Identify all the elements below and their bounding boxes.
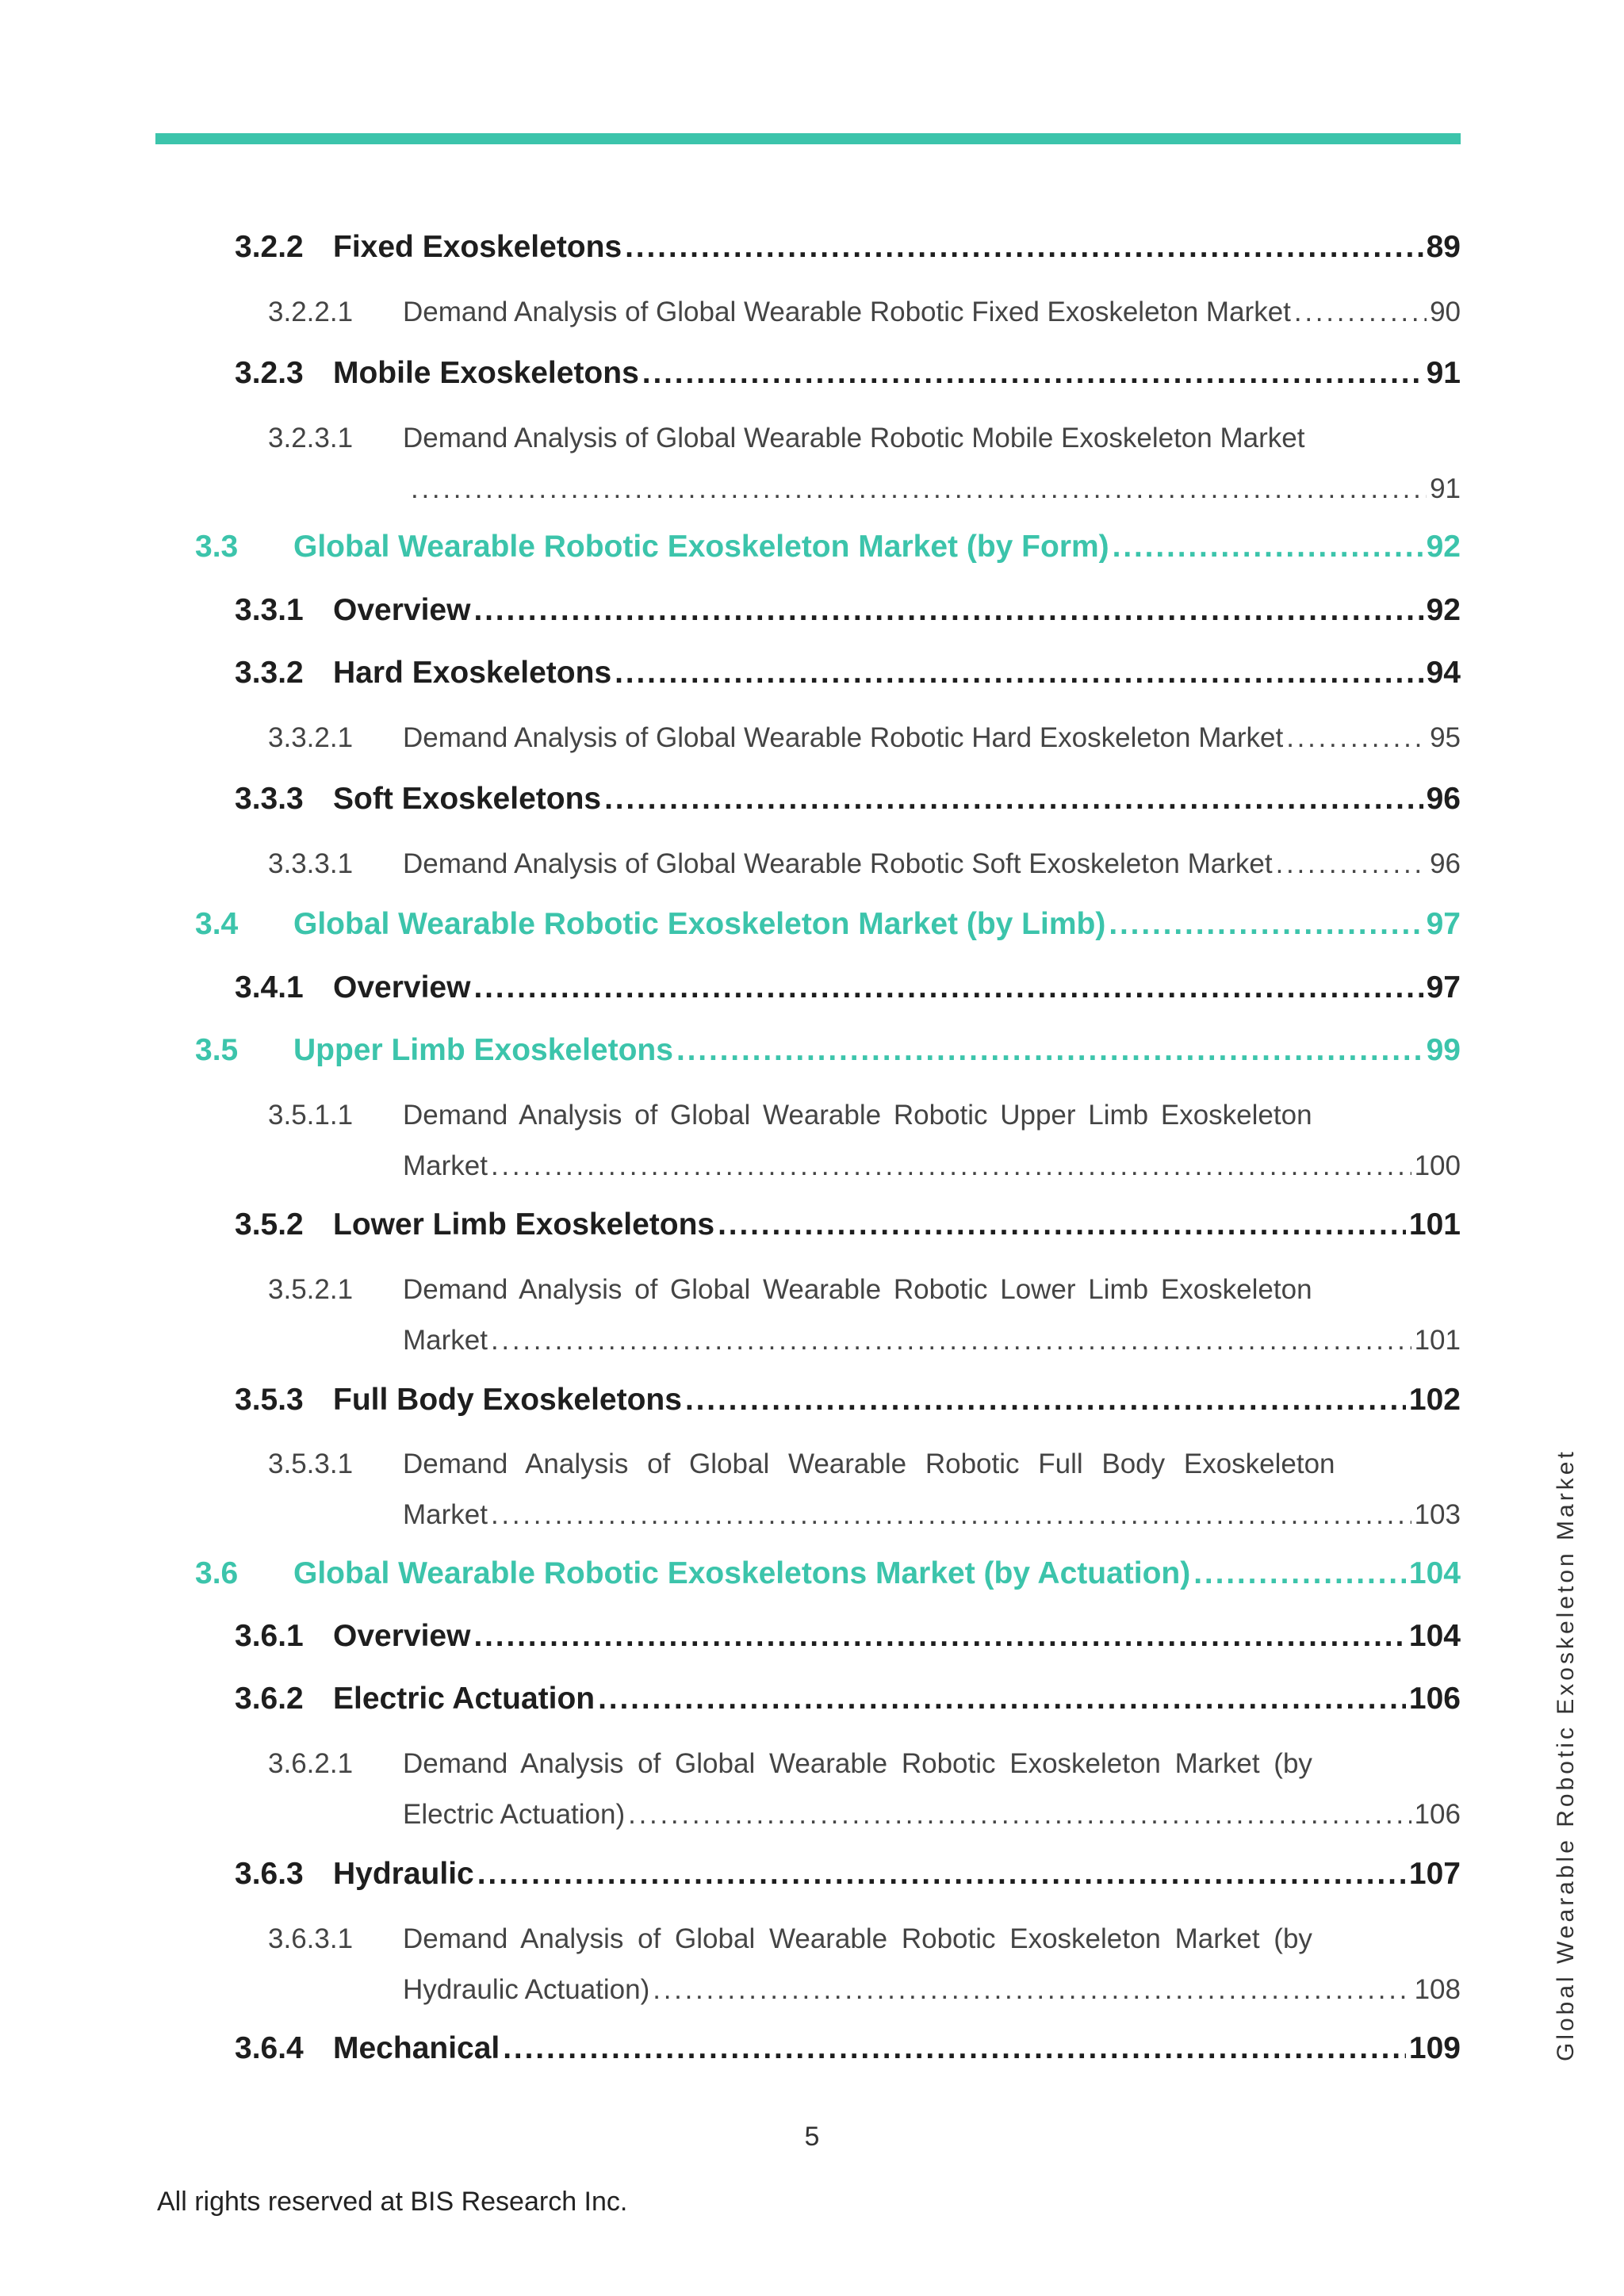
- toc-number: 3.3: [195, 530, 239, 564]
- toc-number: 3.6.2: [235, 1682, 304, 1716]
- toc-title: Global Wearable Robotic Exoskeletons Market (by Actuation): [293, 1556, 1191, 1590]
- toc-entry[interactable]: [235, 356, 1461, 391]
- toc-number: 3.6.2.1: [268, 1748, 354, 1779]
- toc-title: Electric Actuation: [333, 1682, 596, 1716]
- toc-entry[interactable]: [235, 230, 1461, 265]
- toc-number: 3.3.3.1: [268, 848, 354, 879]
- toc-number: 3.3.2: [235, 656, 304, 690]
- toc-number: 3.6: [195, 1556, 239, 1590]
- toc-title: Demand Analysis of Global Wearable Robotic Fixed Exoskeleton Market: [403, 297, 1291, 327]
- toc-entry[interactable]: [268, 1923, 1461, 2006]
- toc-leader-dots: [676, 1033, 1423, 1068]
- toc-leader-dots: [503, 2031, 1406, 2066]
- toc-leader-dots: [615, 656, 1423, 691]
- toc-title: Mechanical: [333, 2031, 500, 2065]
- toc-number: 3.2.2: [235, 230, 304, 264]
- toc-entry[interactable]: [268, 297, 1461, 328]
- toc-leader-dots: [411, 473, 1427, 505]
- toc-title: Lower Limb Exoskeletons: [333, 1207, 715, 1242]
- toc-entry[interactable]: [235, 970, 1461, 1005]
- toc-number: 3.2.2.1: [268, 297, 354, 327]
- toc-title-line2: Market: [403, 1150, 488, 1181]
- toc-page: 104: [1408, 1619, 1461, 1653]
- toc-entry[interactable]: [235, 1857, 1461, 1892]
- toc-leader-dots: [1286, 722, 1427, 754]
- toc-entry[interactable]: [235, 593, 1461, 628]
- toc-number: 3.5.2: [235, 1207, 304, 1242]
- toc-title: Overview: [333, 593, 471, 627]
- toc-page: 101: [1408, 1207, 1461, 1242]
- toc-page: 91: [1430, 473, 1461, 504]
- toc-number: 3.2.3.1: [268, 423, 354, 453]
- toc-page: 96: [1426, 782, 1461, 816]
- toc-leader-dots: [491, 1325, 1411, 1357]
- toc-title: Demand Analysis of Global Wearable Robotic Hard Exoskeleton Market: [403, 722, 1284, 753]
- toc-page: 103: [1414, 1499, 1461, 1530]
- toc-number: 3.2.3: [235, 356, 304, 390]
- toc-title: Demand Analysis of Global Wearable Robotic Soft Exoskeleton Market: [403, 848, 1273, 879]
- toc-page: 97: [1426, 907, 1461, 941]
- toc-entry[interactable]: [235, 1682, 1461, 1716]
- toc-page: 108: [1414, 1974, 1461, 2005]
- toc-number: 3.3.2.1: [268, 722, 354, 753]
- toc-title: Upper Limb Exoskeletons: [293, 1033, 673, 1067]
- toc-number: 3.6.3: [235, 1857, 304, 1891]
- toc-page: 95: [1430, 722, 1461, 753]
- toc-title: Fixed Exoskeletons: [333, 230, 622, 264]
- toc-entry[interactable]: [268, 1748, 1461, 1831]
- toc-leader-dots: [1193, 1556, 1406, 1591]
- toc-leader-dots: [604, 782, 1423, 817]
- toc-entry[interactable]: [268, 1448, 1461, 1531]
- toc-entry[interactable]: [235, 782, 1461, 817]
- toc-page: 92: [1426, 593, 1461, 627]
- toc-leader-dots: [628, 1799, 1411, 1831]
- toc-number: 3.5.2.1: [268, 1274, 354, 1305]
- toc-page: 89: [1426, 230, 1461, 264]
- toc-page: 91: [1426, 356, 1461, 390]
- toc-entry[interactable]: [268, 848, 1461, 880]
- toc-entry[interactable]: [195, 1556, 1461, 1591]
- toc-entry[interactable]: [268, 423, 1461, 505]
- toc-title: Overview: [333, 1619, 471, 1653]
- toc-entry[interactable]: [235, 656, 1461, 691]
- toc-leader-dots: [625, 230, 1423, 265]
- copyright-notice: All rights reserved at BIS Research Inc.: [157, 2187, 628, 2217]
- toc-entry[interactable]: [235, 1619, 1461, 1654]
- toc-entry[interactable]: [268, 1100, 1461, 1182]
- toc-entry[interactable]: [235, 2031, 1461, 2066]
- toc-entry[interactable]: [195, 1033, 1461, 1068]
- toc-number: 3.5.3: [235, 1383, 304, 1417]
- toc-leader-dots: [473, 593, 1423, 628]
- toc-number: 3.4.1: [235, 970, 304, 1004]
- toc-entry[interactable]: [235, 1383, 1461, 1418]
- toc-page: 107: [1408, 1857, 1461, 1891]
- toc-number: 3.5: [195, 1033, 239, 1067]
- toc-leader-dots: [473, 970, 1423, 1005]
- toc-page: 94: [1426, 656, 1461, 690]
- toc-title-line1: Demand Analysis of Global Wearable Robotic Exoskeleton Market (by: [403, 1748, 1312, 1779]
- toc-page: 102: [1408, 1383, 1461, 1417]
- toc-number: 3.6.1: [235, 1619, 304, 1653]
- toc-title-line2: Electric Actuation): [403, 1799, 626, 1830]
- toc-entry[interactable]: [235, 1207, 1461, 1242]
- toc-title: Global Wearable Robotic Exoskeleton Market (by Limb): [293, 907, 1106, 941]
- toc-leader-dots: [1109, 907, 1423, 942]
- toc-title: Hydraulic: [333, 1857, 474, 1891]
- toc-leader-dots: [491, 1150, 1411, 1182]
- toc-entry[interactable]: [195, 530, 1461, 564]
- toc-title: Full Body Exoskeletons: [333, 1383, 682, 1417]
- toc-page: 97: [1426, 970, 1461, 1004]
- toc-number: 3.5.3.1: [268, 1448, 354, 1479]
- toc-leader-dots: [1276, 848, 1427, 880]
- toc-page: 99: [1426, 1033, 1461, 1067]
- toc-number: 3.4: [195, 907, 239, 941]
- toc-number: 3.5.1.1: [268, 1100, 354, 1131]
- toc-title: Global Wearable Robotic Exoskeleton Market (by Form): [293, 530, 1109, 564]
- toc-number: 3.3.1: [235, 593, 304, 627]
- toc-page: 100: [1414, 1150, 1461, 1181]
- toc-leader-dots: [1294, 297, 1427, 328]
- toc-leader-dots: [598, 1682, 1406, 1716]
- toc-page: 106: [1408, 1682, 1461, 1716]
- toc-page: 104: [1408, 1556, 1461, 1590]
- page-number: 5: [804, 2122, 820, 2152]
- toc-page: 96: [1430, 848, 1461, 879]
- toc-title-line1: Demand Analysis of Global Wearable Robotic Upper Limb Exoskeleton: [403, 1100, 1312, 1131]
- toc-title-line1: Demand Analysis of Global Wearable Robotic Exoskeleton Market (by: [403, 1923, 1312, 1954]
- toc-title-line2: Market: [403, 1499, 488, 1530]
- toc-page: 109: [1408, 2031, 1461, 2065]
- toc-entry[interactable]: [268, 722, 1461, 754]
- toc-page: 90: [1430, 297, 1461, 327]
- toc-number: 3.6.3.1: [268, 1923, 354, 1954]
- toc-title-line2: Hydraulic Actuation): [403, 1974, 650, 2005]
- toc-title: Demand Analysis of Global Wearable Robotic Mobile Exoskeleton Market: [403, 423, 1305, 453]
- toc-title: Hard Exoskeletons: [333, 656, 612, 690]
- toc-leader-dots: [491, 1499, 1411, 1531]
- toc-number: 3.6.4: [235, 2031, 304, 2065]
- toc-page: 106: [1414, 1799, 1461, 1830]
- toc-leader-dots: [653, 1974, 1411, 2006]
- toc-title: Mobile Exoskeletons: [333, 356, 639, 390]
- toc-leader-dots: [718, 1207, 1406, 1242]
- side-running-title: Global Wearable Robotic Exoskeleton Market: [1553, 1448, 1579, 2061]
- toc-title-line1: Demand Analysis of Global Wearable Robotic Full Body Exoskeleton: [403, 1448, 1335, 1479]
- toc-entry[interactable]: [268, 1274, 1461, 1357]
- toc-leader-dots: [685, 1383, 1406, 1418]
- toc-entry[interactable]: [195, 907, 1461, 942]
- toc-page: 101: [1414, 1325, 1461, 1356]
- toc-page: 92: [1426, 530, 1461, 564]
- toc-leader-dots: [477, 1857, 1406, 1892]
- toc-title: Overview: [333, 970, 471, 1004]
- toc-number: 3.3.3: [235, 782, 304, 816]
- toc-title-line2: Market: [403, 1325, 488, 1356]
- toc-leader-dots: [642, 356, 1423, 391]
- toc-leader-dots: [473, 1619, 1405, 1654]
- toc-leader-dots: [1113, 530, 1423, 564]
- toc-title-line1: Demand Analysis of Global Wearable Robotic Lower Limb Exoskeleton: [403, 1274, 1312, 1305]
- toc-title: Soft Exoskeletons: [333, 782, 602, 816]
